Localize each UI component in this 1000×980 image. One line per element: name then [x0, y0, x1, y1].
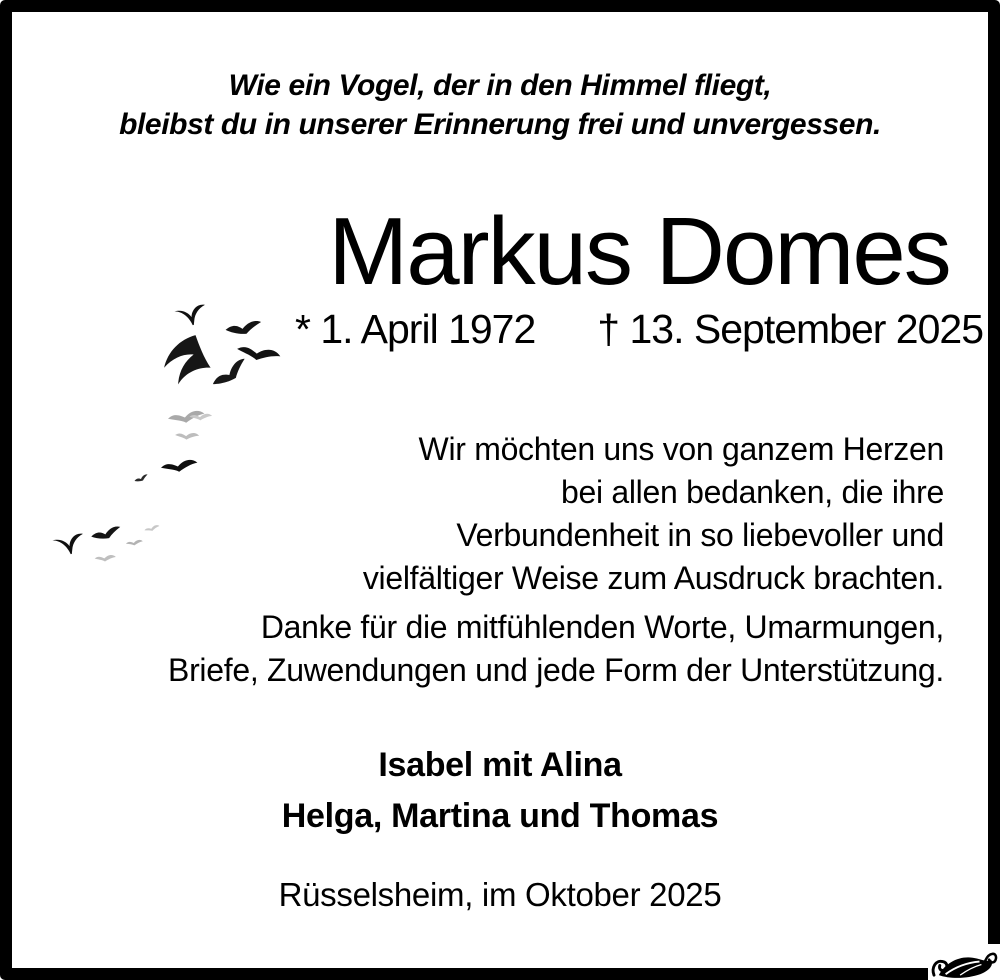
bird-icon — [135, 474, 148, 481]
life-dates — [294, 306, 984, 353]
bird-icon — [209, 359, 249, 385]
verse-line-1: Wie ein Vogel, der in den Himmel fliegt, — [228, 69, 772, 102]
thanks-paragraph — [363, 428, 944, 600]
death-date: † 13. September 2025 — [597, 306, 984, 352]
thanks-line-3: Verbundenheit in so liebevoller und — [456, 517, 944, 553]
mourners-line-2: Helga, Martina und Thomas — [281, 797, 719, 835]
bird-icon — [225, 314, 261, 339]
thanks-line-2: bei allen bedanken, die ihre — [560, 474, 944, 510]
bird-icon — [95, 554, 116, 562]
birds-flock-illustration — [30, 292, 310, 577]
bird-icon — [126, 540, 143, 545]
gratitude-line-2: Briefe, Zuwendungen und jede Form der Unterstützung. — [168, 652, 944, 688]
mourners-line-1: Isabel mit Alina — [378, 746, 622, 784]
bird-icon — [52, 533, 85, 556]
deceased-name: Markus Domes — [328, 198, 950, 305]
birth-date: * 1. April 1972 — [294, 306, 536, 352]
bird-icon — [91, 523, 120, 541]
bird-icon — [144, 525, 160, 532]
mourners-names — [12, 740, 988, 842]
verse-line-2: bleibst du in unserer Erinnerung frei und unvergessen. — [119, 108, 881, 141]
bird-icon — [174, 304, 207, 327]
bird-icon — [161, 460, 197, 472]
gratitude-paragraph — [168, 606, 944, 692]
bird-icon — [175, 430, 200, 442]
bird-icon — [236, 340, 282, 367]
memorial-verse — [12, 66, 988, 144]
thanks-line-1: Wir möchten uns von ganzem Herzen — [418, 431, 944, 467]
thanks-line-4: vielfältiger Weise zum Ausdruck brachten. — [362, 560, 944, 596]
bird-icon — [162, 334, 212, 385]
frame-corner-gap — [928, 944, 1000, 980]
publisher-flourish-mark — [930, 949, 998, 979]
place-and-date: Rüsselsheim, im Oktober 2025 — [278, 876, 722, 913]
gratitude-line-1: Danke für die mitfühlenden Worte, Umarmungen, — [260, 609, 944, 645]
